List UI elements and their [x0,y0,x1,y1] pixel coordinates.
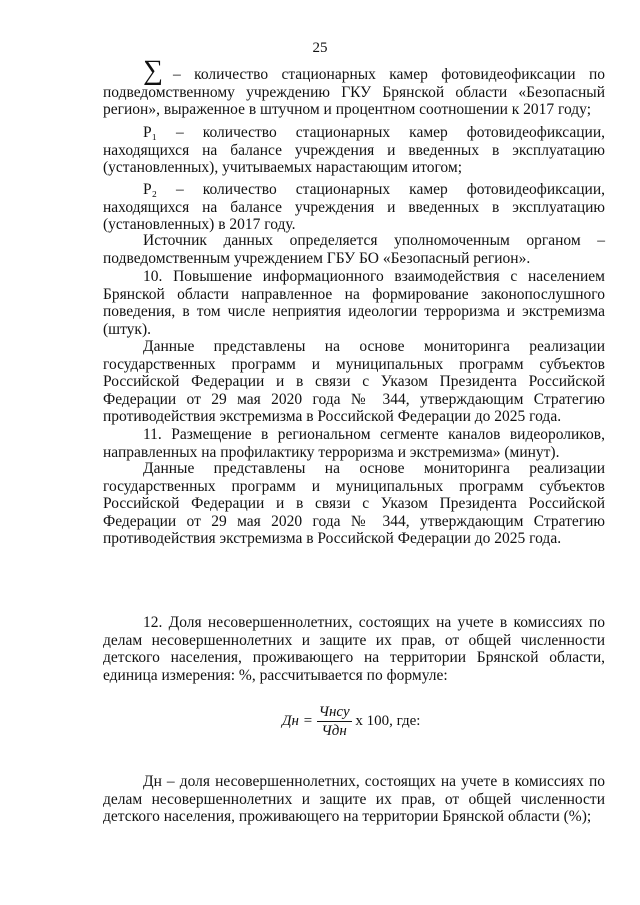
p1-definition: Р₁ – количество стационарных камер фотовидеофиксации, находящихся на балансе учреждения и введенных в эксплуатацию (установленных), учитываемых нарастающим итогом; [103,124,605,177]
formula-lhs: Дн = [282,712,313,729]
indicator-10-paragraph: 10. Повышение информационного взаимодействия с населением Брянской области направленное на формирование законопослушного поведения, в том числе неприятия идеологии терроризма и экстремизма (штук). [103,268,605,338]
sigma-symbol: ∑ [143,55,163,86]
dn-definition: Дн – доля несовершеннолетних, состоящих на учете в комиссиях по делам несовершеннолетних и защите их прав, от общей численности детского населения, проживающего на территории Брянской области (%); [103,773,605,826]
formula [282,703,420,740]
sigma-definition: – количество стационарных камер фотовидеофиксации по подведомственному учреждению ГКУ Брянской области «Безопасный регион», выраженное в штучном и процентном соотношении к 2017 году; [103,66,605,119]
formula-denominator: Чдн [321,723,347,739]
formula-rhs: х 100, где: [355,712,421,729]
indicator-12-paragraph: 12. Доля несовершеннолетних, состоящих на учете в комиссиях по делам несовершеннолетних и защите их прав, от общей численности детского населения, проживающего на территории Брянской области, единица измерения: %, рассчитывается по формуле: [103,614,605,684]
indicator-11-data-paragraph: Данные представлены на основе мониторинга реализации государственных программ и муниципальных программ субъектов Российской Федерации и в связи с Указом Президента Российской Федерации от 29 мая 2020 года № 344, утверждающим Стратегию противодействия экстремизма в Российской Федерации до 2025 года. [103,460,605,548]
formula-numerator: Чнсу [318,704,350,720]
indicator-11-paragraph: 11. Размещение в региональном сегменте каналов видеороликов, направленных на профилактику терроризма и экстремизма» (минут). [103,426,605,461]
page-number: 25 [312,40,328,56]
source-paragraph: Источник данных определяется уполномоченным органом – подведомственным учреждением ГБУ БО «Безопасный регион». [103,232,605,267]
formula-fraction [317,703,352,740]
indicator-10-data-paragraph: Данные представлены на основе мониторинга реализации государственных программ и муниципальных программ субъектов Российской Федерации и в связи с Указом Президента Российской Федерации от 29 мая 2020 года № 344, утверждающим Стратегию противодействия экстремизма в Российской Федерации до 2025 года. [103,338,605,426]
sigma-paragraph [103,55,605,119]
p2-definition: Р₂ – количество стационарных камер фотовидеофиксации, находящихся на балансе учреждения и введенных в эксплуатацию (установленных) в 2017 году. [103,181,605,234]
